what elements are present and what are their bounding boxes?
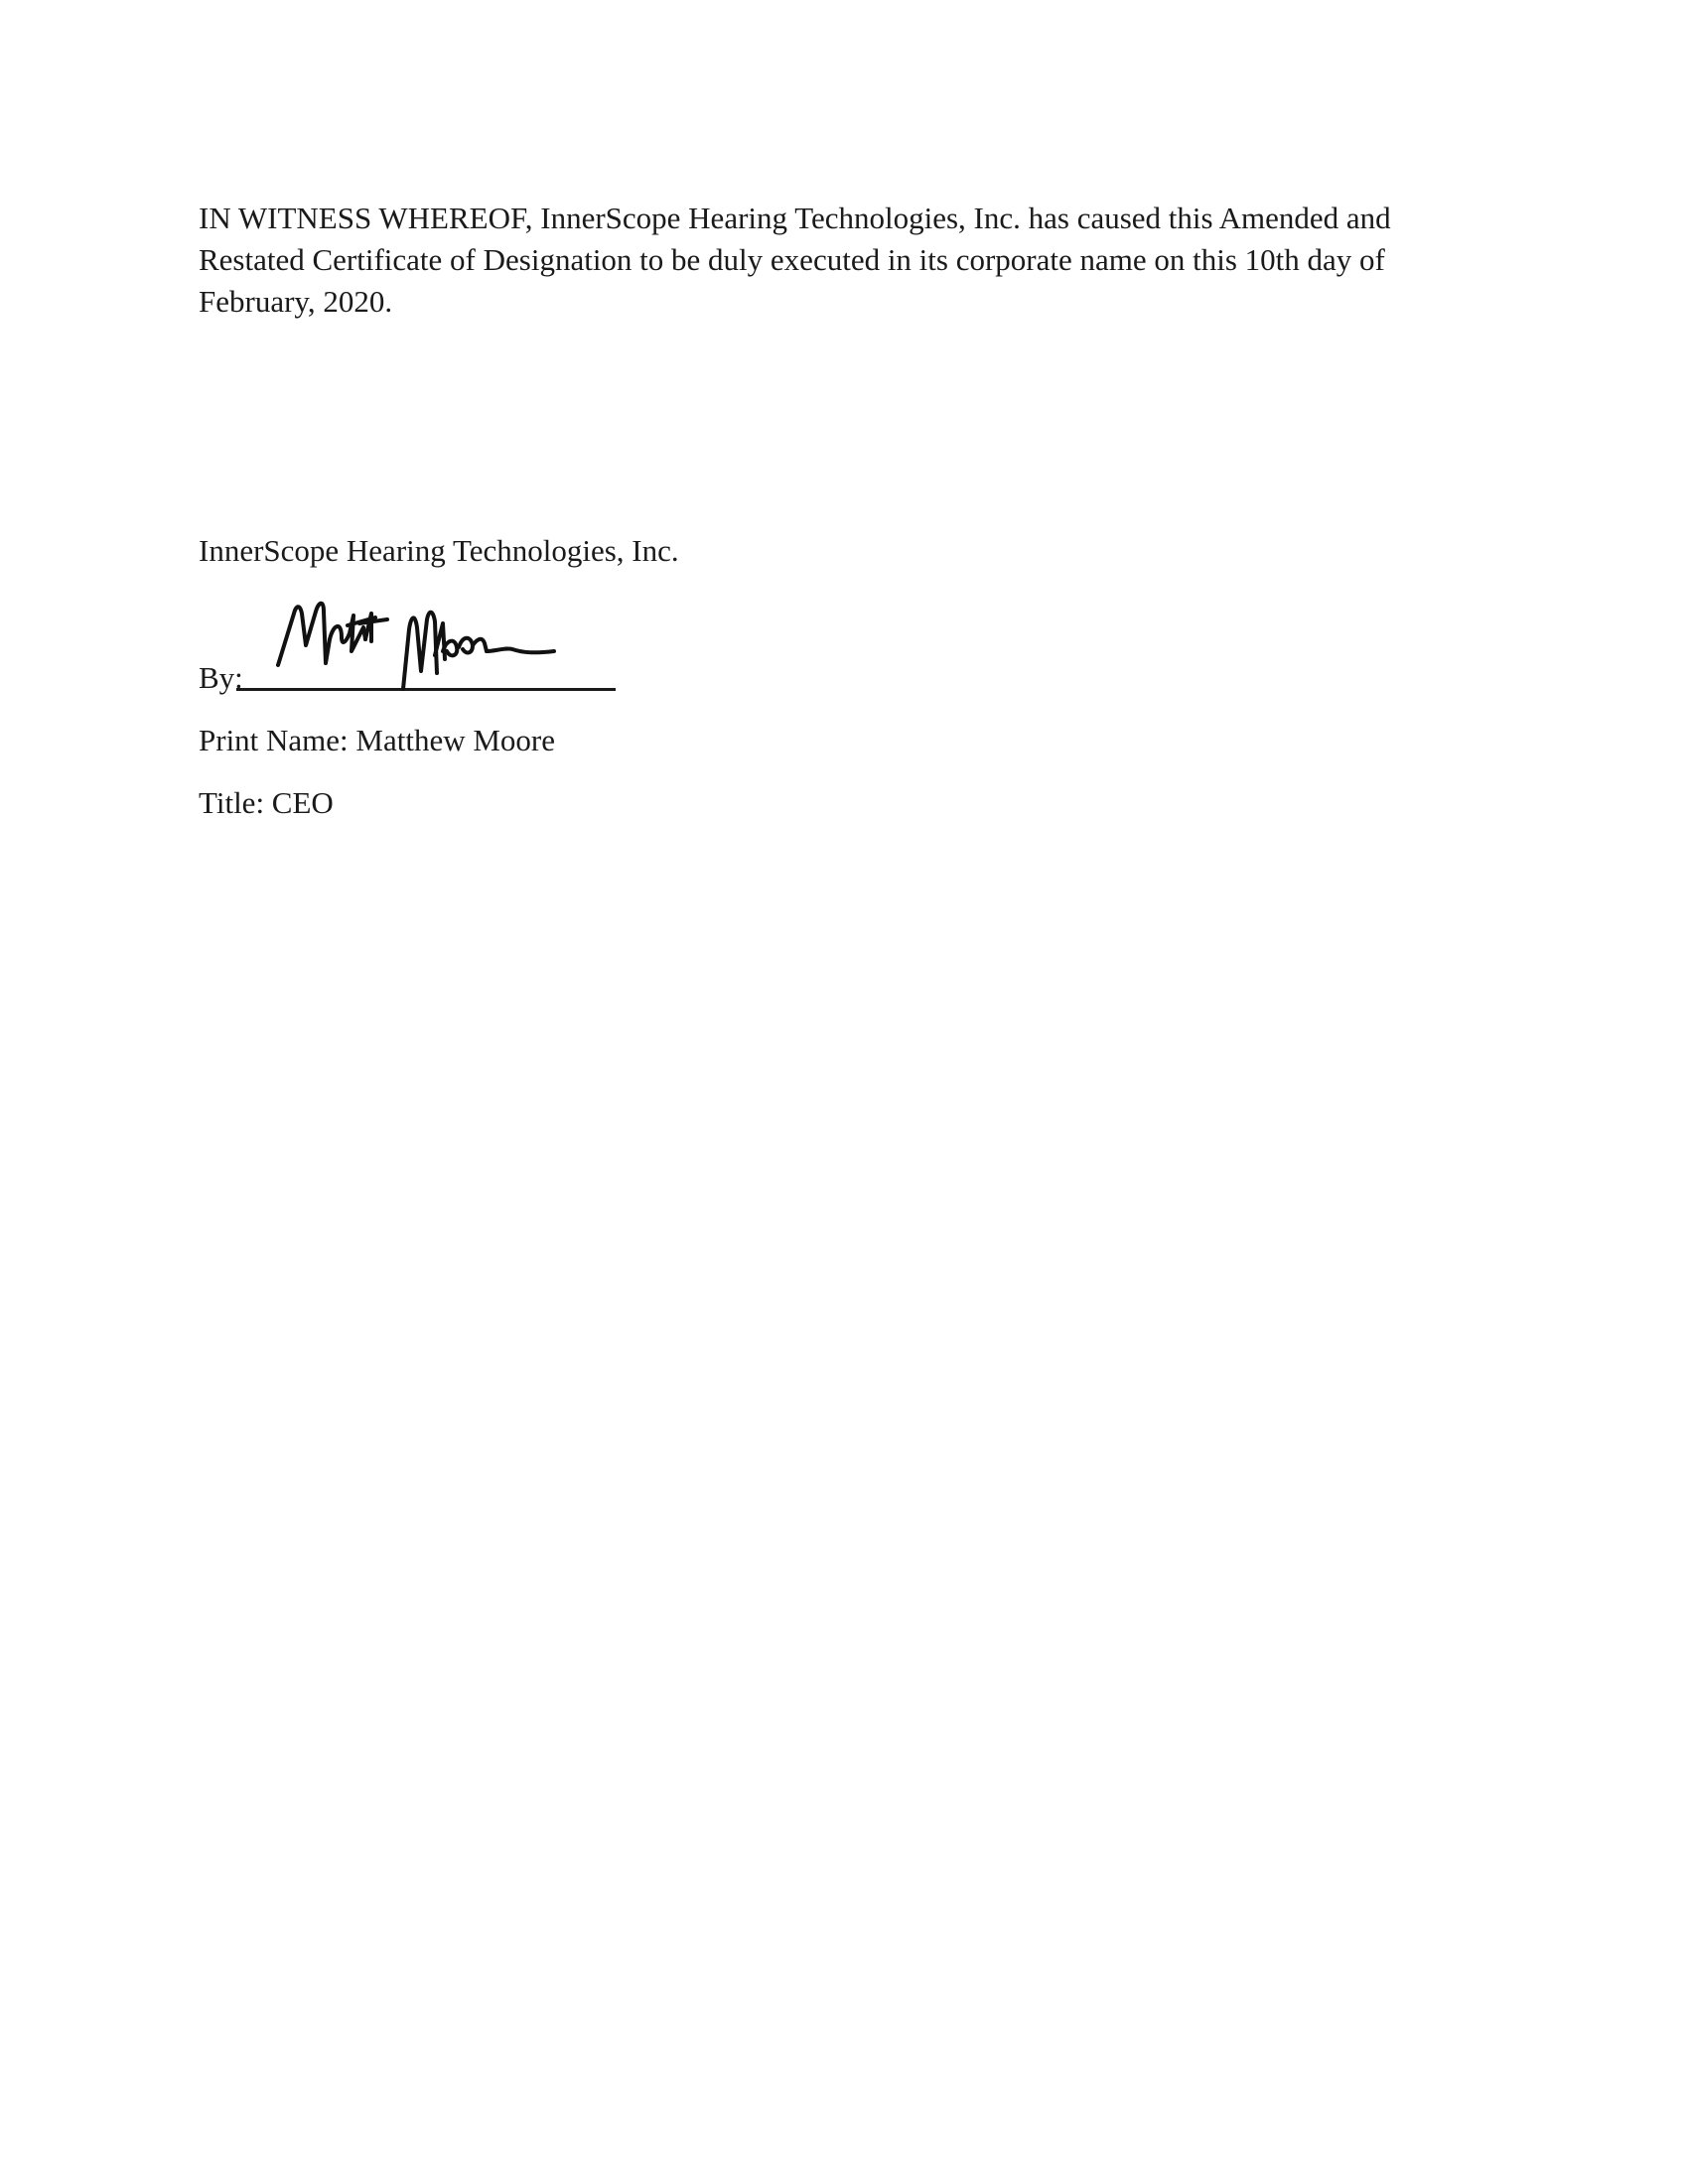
print-name: Print Name: Matthew Moore [199, 723, 556, 757]
company-name: InnerScope Hearing Technologies, Inc. [199, 533, 679, 568]
witness-paragraph-line-2: Restated Certificate of Designation to be duly executed in its corporate name on this 10th day of [199, 242, 1385, 277]
handwritten-signature [276, 594, 584, 695]
witness-paragraph-line-3: February, 2020. [199, 284, 393, 319]
signer-title: Title: CEO [199, 785, 334, 820]
by-label: By: [199, 660, 243, 695]
witness-paragraph-line-1: IN WITNESS WHEREOF, InnerScope Hearing Technologies, Inc. has caused this Amended and [199, 201, 1391, 235]
